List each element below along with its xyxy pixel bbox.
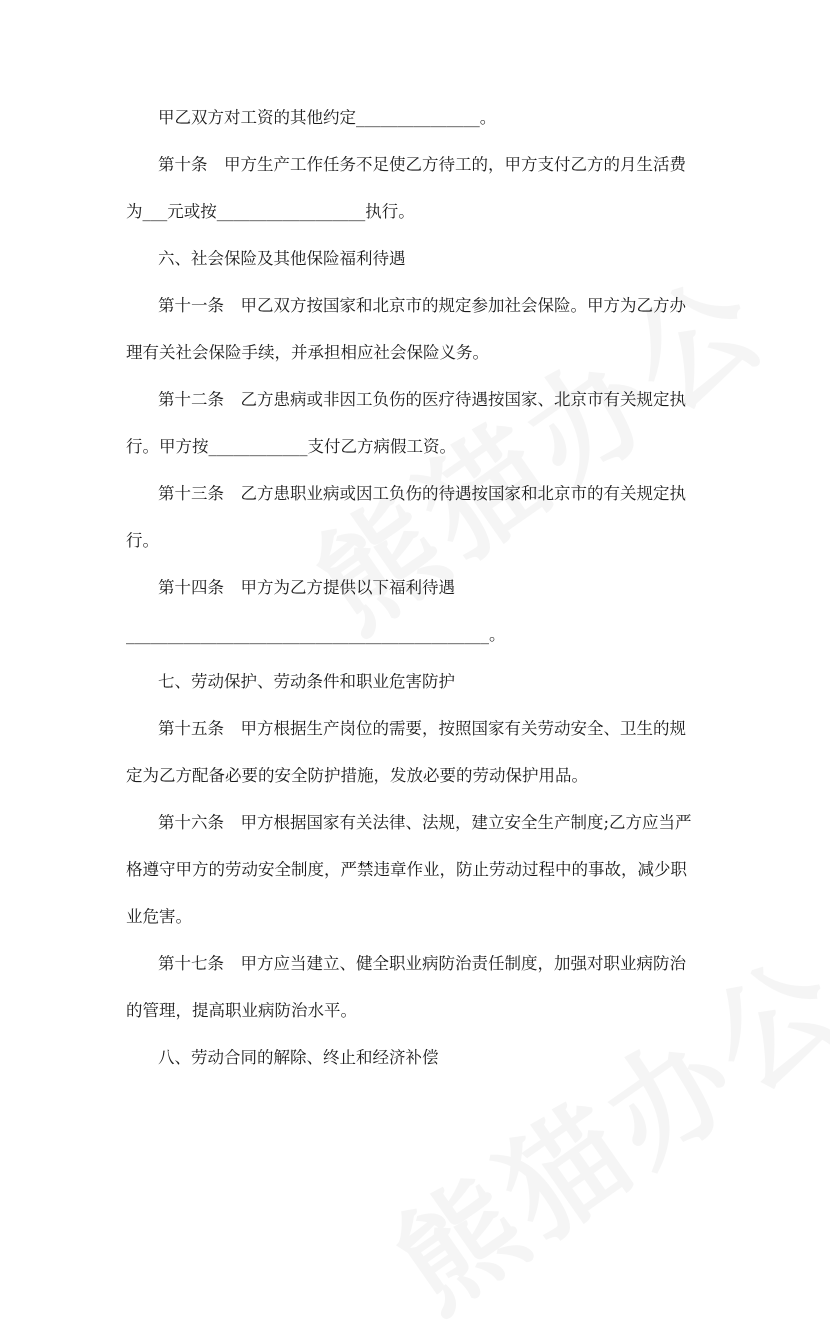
article-10-line-2: 为___元或按__________________执行。 xyxy=(126,202,415,221)
article-16-line-3: 业危害。 xyxy=(126,907,192,926)
article-17-line-2: 的管理，提高职业病防治水平。 xyxy=(126,1001,357,1020)
article-16-line-2: 格遵守甲方的劳动安全制度，严禁违章作业，防止劳动过程中的事故，减少职 xyxy=(126,860,687,879)
article-10-line-1: 第十条 甲方生产工作任务不足使乙方待工的，甲方支付乙方的月生活费 xyxy=(158,155,686,174)
article-14-line-1: 第十四条 甲方为乙方提供以下福利待遇 xyxy=(158,578,455,597)
section-heading-8: 八、劳动合同的解除、终止和经济补偿 xyxy=(158,1048,439,1067)
article-13-line-1: 第十三条 乙方患职业病或因工负伤的待遇按国家和北京市的有关规定执 xyxy=(158,484,686,503)
article-13-line-2: 行。 xyxy=(126,531,159,550)
article-17-line-1: 第十七条 甲方应当建立、健全职业病防治责任制度，加强对职业病防治 xyxy=(158,954,686,973)
section-heading-6: 六、社会保险及其他保险福利待遇 xyxy=(158,249,406,268)
section-heading-7: 七、劳动保护、劳动条件和职业危害防护 xyxy=(158,672,455,691)
paragraph-line: 甲乙双方对工资的其他约定_______________。 xyxy=(158,108,497,127)
article-16-line-1: 第十六条 甲方根据国家有关法律、法规，建立安全生产制度;乙方应当严 xyxy=(158,813,692,832)
article-14-line-2: ____________________________________________。 xyxy=(126,625,506,644)
article-15-line-1: 第十五条 甲方根据生产岗位的需要，按照国家有关劳动安全、卫生的规 xyxy=(158,719,686,738)
article-15-line-2: 定为乙方配备必要的安全防护措施，发放必要的劳动保护用品。 xyxy=(126,766,588,785)
article-12-line-2: 行。甲方按____________支付乙方病假工资。 xyxy=(126,437,456,456)
article-11-line-1: 第十一条 甲乙双方按国家和北京市的规定参加社会保险。甲方为乙方办 xyxy=(158,296,686,315)
article-11-line-2: 理有关社会保险手续，并承担相应社会保险义务。 xyxy=(126,343,489,362)
article-12-line-1: 第十二条 乙方患病或非因工负伤的医疗待遇按国家、北京市有关规定执 xyxy=(158,390,686,409)
